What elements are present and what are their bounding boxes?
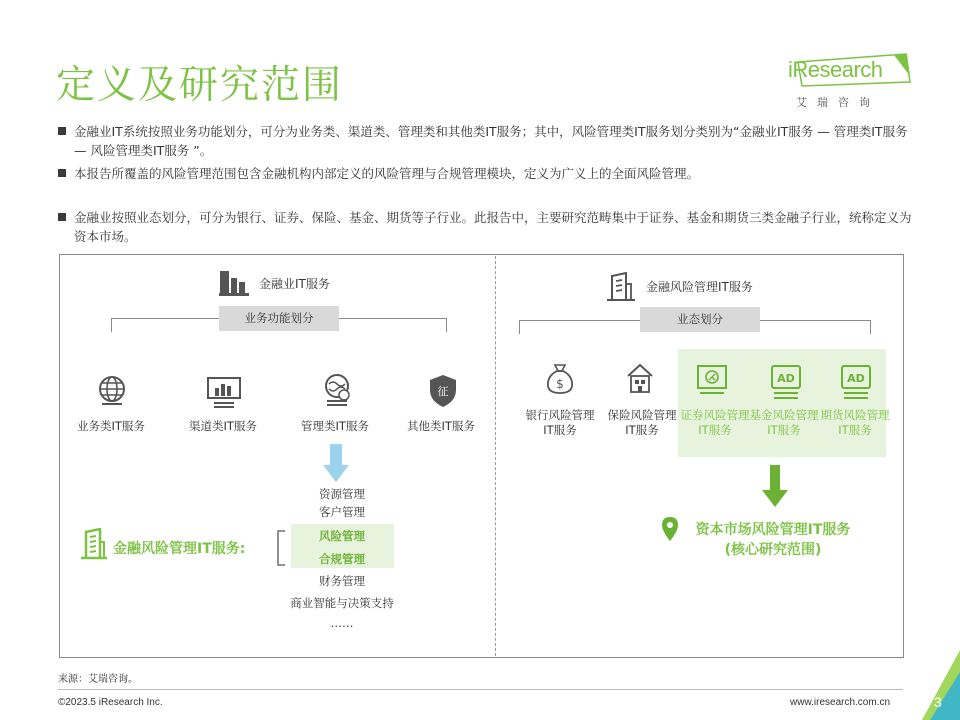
bullet-1 (58, 122, 918, 160)
globe-icon (96, 374, 128, 406)
list-item-risk: 风险管理 (319, 529, 365, 543)
list-item-finance: 财务管理 (319, 574, 365, 588)
logo-text: iResearch (788, 57, 883, 82)
bullet-text: 金融业按照业态划分，可分为银行、证券、保险、基金、期货等子行业。此报告中，主要研究范畴集中于证券、基金和期货三类金融子行业，统称定义为资本市场。 (74, 210, 912, 244)
list-item-bi: 商业智能与决策支持 (290, 596, 394, 610)
office-building-icon (606, 272, 636, 302)
bullet-square-icon (58, 169, 66, 177)
building-icon (80, 528, 108, 560)
sector-label-bank: 银行风险管理IT服务 (525, 408, 595, 437)
website-url: www.iresearch.com.cn (790, 697, 891, 708)
right-division-pill: 业态划分 (640, 307, 760, 332)
svg-text:AD: AD (847, 372, 865, 385)
down-arrow-green-icon (760, 465, 790, 509)
securities-icon (696, 364, 728, 398)
risk-mgmt-label: 金融风险管理IT服务: (113, 541, 246, 557)
bar-building-icon (219, 270, 249, 297)
bullet-square-icon (58, 127, 66, 135)
capital-market-subtitle: (核心研究范围) (724, 542, 822, 558)
category-label-channel: 渠道类IT服务 (189, 419, 257, 433)
svg-text:征: 征 (437, 385, 449, 398)
ad-icon (770, 364, 802, 404)
bullet-text: 金融业IT系统按照业务功能划分，可分为业务类、渠道类、管理类和其他类IT服务；其中，风险管理类IT服务划分类别为“金融业IT服务 — 管理类IT服务 — 风险管理类IT服务 ”。 (74, 124, 908, 158)
bullet-square-icon (58, 213, 66, 221)
category-label-other: 其他类IT服务 (407, 419, 475, 433)
sector-label-securities: 证券风险管理IT服务 (680, 408, 750, 437)
footer-line (58, 689, 903, 690)
sector-label-fund: 基金风险管理IT服务 (749, 408, 819, 437)
monitor-chart-icon (206, 376, 242, 408)
money-bag-icon (545, 362, 575, 396)
copyright: ©2023.5 iResearch Inc. (58, 697, 163, 708)
bullet-2 (58, 164, 918, 183)
page-title: 定义及研究范围 (56, 63, 344, 108)
bullet-text: 本报告所覆盖的风险管理范围包含金融机构内部定义的风险管理与合规管理模块，定义为广义上的全面风险管理。 (74, 166, 700, 181)
capital-market-title: 资本市场风险管理IT服务 (695, 522, 851, 538)
source-note: 来源：艾瑞咨询。 (58, 674, 138, 685)
panel-divider (495, 256, 496, 656)
category-label-business: 业务类IT服务 (77, 419, 145, 433)
sector-label-futures: 期货风险管理IT服务 (820, 408, 890, 437)
iresearch-logo (788, 52, 916, 110)
list-item-customer: 客户管理 (319, 505, 365, 519)
location-pin-icon (661, 516, 679, 542)
list-item-resource: 资源管理 (319, 487, 365, 501)
shield-icon (428, 374, 458, 408)
list-item-more: …… (330, 616, 354, 630)
sector-label-insurance: 保险风险管理IT服务 (607, 408, 677, 437)
gear-globe-icon (321, 372, 353, 406)
house-icon (625, 362, 655, 396)
left-panel-header: 金融业IT服务 (259, 277, 330, 291)
ad-icon (840, 364, 872, 404)
list-item-compliance: 合规管理 (319, 552, 365, 566)
svg-text:AD: AD (777, 372, 795, 385)
bullet-3 (58, 208, 918, 246)
down-arrow-icon (322, 444, 350, 484)
category-label-management: 管理类IT服务 (301, 419, 369, 433)
page-number: 3 (934, 694, 942, 710)
left-bracket (275, 530, 287, 566)
left-division-pill: 业务功能划分 (219, 306, 339, 331)
right-panel-header: 金融风险管理IT服务 (646, 280, 753, 294)
svg-text:$: $ (556, 377, 564, 391)
logo-subtitle: 艾瑞咨询 (796, 96, 880, 109)
